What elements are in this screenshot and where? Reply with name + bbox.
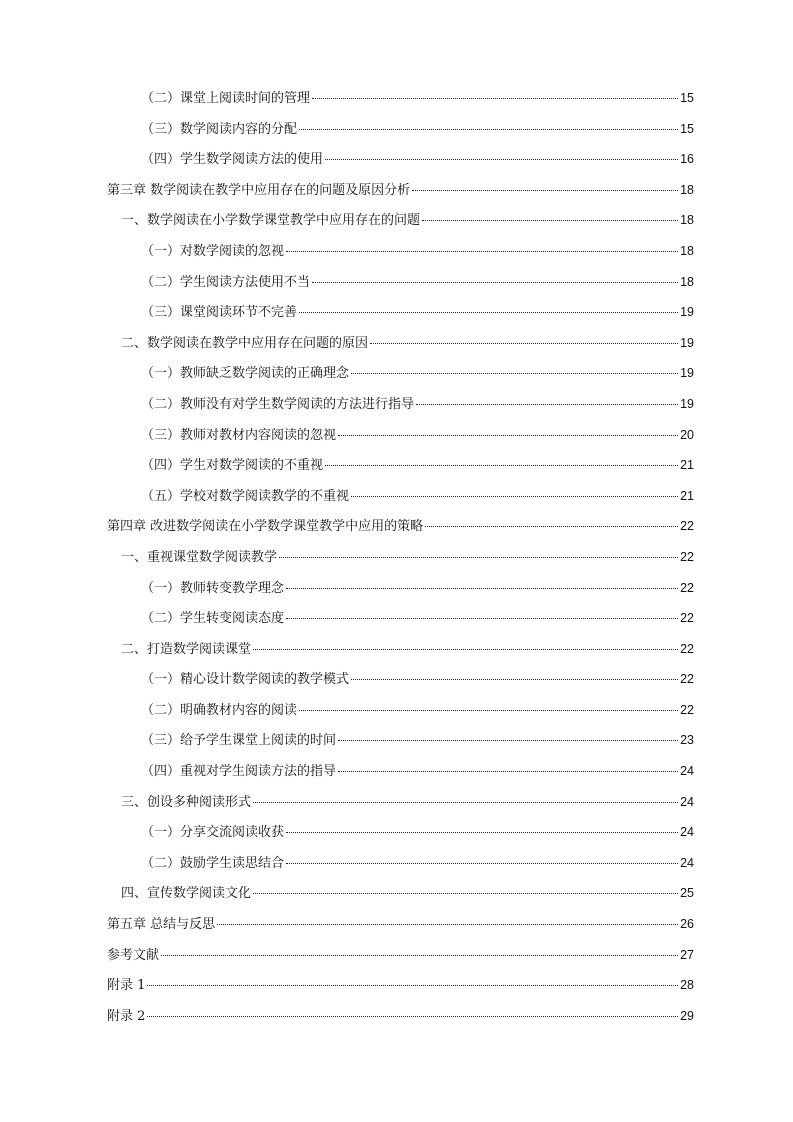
toc-dot-leader [338, 740, 678, 741]
toc-entry[interactable] [107, 637, 694, 668]
toc-entry[interactable] [107, 759, 694, 790]
toc-entry-page-number: 20 [680, 427, 694, 442]
toc-entry-title: 一、数学阅读在小学数学课堂教学中应用存在的问题 [121, 213, 421, 229]
toc-entry[interactable] [107, 698, 694, 729]
toc-entry-page-number: 22 [680, 672, 694, 687]
table-of-contents [107, 86, 694, 1034]
toc-dot-leader [299, 129, 678, 130]
toc-dot-leader [286, 863, 678, 864]
toc-entry[interactable] [107, 270, 694, 301]
toc-entry[interactable] [107, 423, 694, 454]
toc-dot-leader [338, 435, 678, 436]
toc-entry-page-number: 22 [680, 580, 694, 595]
toc-entry-title: （二）学生转变阅读态度 [141, 611, 285, 627]
toc-entry[interactable] [107, 851, 694, 882]
toc-entry-page-number: 28 [680, 978, 694, 993]
toc-entry-title: （二）鼓励学生读思结合 [141, 855, 285, 871]
toc-entry-page-number: 29 [680, 1008, 694, 1023]
toc-dot-leader [412, 190, 678, 191]
toc-dot-leader [253, 649, 678, 650]
toc-dot-leader [416, 404, 678, 405]
toc-entry-page-number: 22 [680, 549, 694, 564]
toc-entry-title: （二）课堂上阅读时间的管理 [141, 91, 311, 106]
toc-entry-title: （一）对数学阅读的忽视 [141, 243, 285, 259]
toc-entry-page-number: 22 [680, 641, 694, 656]
toc-entry-title: 参考文献 [107, 947, 160, 963]
toc-entry-page-number: 24 [680, 764, 694, 779]
toc-entry[interactable] [107, 881, 694, 912]
toc-dot-leader [351, 679, 678, 680]
toc-entry-page-number: 19 [680, 305, 694, 320]
toc-entry-page-number: 22 [680, 702, 694, 717]
toc-entry-page-number: 21 [680, 488, 694, 503]
toc-dot-leader [253, 802, 678, 803]
toc-dot-leader [147, 985, 678, 986]
toc-dot-leader [325, 159, 678, 160]
toc-entry-page-number: 19 [680, 366, 694, 381]
toc-entry-page-number: 27 [680, 947, 694, 962]
toc-entry-title: （三）给予学生课堂上阅读的时间 [141, 733, 337, 749]
toc-dot-leader [217, 924, 678, 925]
toc-dot-leader [325, 465, 678, 466]
toc-dot-leader [161, 955, 678, 956]
toc-entry[interactable] [107, 239, 694, 270]
toc-dot-leader [286, 251, 678, 252]
toc-entry-title: 附录 1 [107, 978, 146, 994]
toc-entry[interactable] [107, 484, 694, 515]
toc-entry-page-number: 15 [680, 121, 694, 136]
toc-entry-title: 第四章 改进数学阅读在小学数学课堂教学中应用的策略 [107, 519, 424, 535]
toc-entry[interactable] [107, 912, 694, 943]
toc-dot-leader [147, 1016, 678, 1017]
toc-entry[interactable] [107, 943, 694, 974]
toc-entry-title: 三、创设多种阅读形式 [121, 794, 252, 810]
toc-entry-page-number: 26 [680, 917, 694, 932]
toc-entry[interactable] [107, 178, 694, 209]
toc-entry[interactable] [107, 728, 694, 759]
toc-entry[interactable] [107, 1004, 694, 1035]
toc-entry-page-number: 24 [680, 825, 694, 840]
toc-dot-leader [370, 343, 678, 344]
toc-entry[interactable] [107, 392, 694, 423]
toc-entry-title: （三）数学阅读内容的分配 [141, 121, 298, 137]
toc-entry-title: 二、打造数学阅读课堂 [121, 641, 252, 657]
toc-entry[interactable] [107, 453, 694, 484]
toc-entry-page-number: 15 [680, 91, 694, 105]
toc-entry[interactable] [107, 208, 694, 239]
toc-dot-leader [286, 618, 678, 619]
toc-entry-page-number: 24 [680, 855, 694, 870]
toc-entry-page-number: 24 [680, 794, 694, 809]
toc-dot-leader [299, 710, 678, 711]
toc-entry-title: （三）教师对教材内容阅读的忽视 [141, 427, 337, 443]
toc-entry-page-number: 22 [680, 611, 694, 626]
toc-dot-leader [299, 312, 678, 313]
toc-entry-title: （一）分享交流阅读收获 [141, 825, 285, 841]
toc-entry[interactable] [107, 514, 694, 545]
toc-entry-title: （一）教师转变教学理念 [141, 580, 285, 596]
toc-entry-title: 附录 2 [107, 1008, 146, 1024]
toc-entry-page-number: 23 [680, 733, 694, 748]
toc-entry-page-number: 19 [680, 335, 694, 350]
toc-dot-leader [286, 832, 678, 833]
toc-entry-page-number: 25 [680, 886, 694, 901]
toc-entry-title: （一）教师缺乏数学阅读的正确理念 [141, 366, 350, 382]
toc-dot-leader [351, 496, 678, 497]
toc-entry-page-number: 21 [680, 458, 694, 473]
toc-entry-title: （四）学生对数学阅读的不重视 [141, 458, 324, 474]
toc-entry-page-number: 18 [680, 213, 694, 228]
toc-entry-title: 一、重视课堂数学阅读教学 [121, 549, 278, 565]
toc-entry-title: （三）课堂阅读环节不完善 [141, 305, 298, 321]
toc-entry-title: 第三章 数学阅读在教学中应用存在的问题及原因分析 [107, 182, 411, 198]
toc-entry-title: （一）精心设计数学阅读的教学模式 [141, 672, 350, 688]
toc-entry[interactable] [107, 117, 694, 148]
toc-entry-page-number: 18 [680, 182, 694, 197]
toc-entry[interactable] [107, 361, 694, 392]
toc-entry-title: 第五章 总结与反思 [107, 917, 216, 933]
toc-entry-title: 四、宣传数学阅读文化 [121, 886, 252, 902]
toc-entry-title: （四）学生数学阅读方法的使用 [141, 152, 324, 168]
toc-entry[interactable] [107, 667, 694, 698]
toc-dot-leader [338, 771, 678, 772]
toc-dot-leader [425, 526, 678, 527]
toc-entry-title: （二）教师没有对学生数学阅读的方法进行指导 [141, 396, 415, 412]
toc-entry-title: （二）明确教材内容的阅读 [141, 702, 298, 718]
toc-entry-title: （四）重视对学生阅读方法的指导 [141, 764, 337, 780]
toc-entry[interactable] [107, 606, 694, 637]
toc-entry[interactable] [107, 973, 694, 1004]
toc-entry[interactable] [107, 300, 694, 331]
toc-dot-leader [312, 282, 678, 283]
toc-entry-page-number: 16 [680, 152, 694, 167]
toc-dot-leader [279, 557, 678, 558]
toc-entry[interactable] [107, 147, 694, 178]
toc-entry[interactable] [107, 545, 694, 576]
toc-dot-leader [422, 220, 678, 221]
toc-entry-page-number: 18 [680, 274, 694, 289]
toc-entry[interactable] [107, 820, 694, 851]
toc-entry-title: （五）学校对数学阅读教学的不重视 [141, 488, 350, 504]
toc-dot-leader [312, 98, 678, 99]
toc-entry-page-number: 18 [680, 243, 694, 258]
toc-entry-page-number: 19 [680, 396, 694, 411]
toc-entry[interactable] [107, 86, 694, 117]
toc-entry-page-number: 22 [680, 519, 694, 534]
toc-dot-leader [253, 893, 678, 894]
toc-entry-title: （二）学生阅读方法使用不当 [141, 274, 311, 290]
toc-dot-leader [351, 373, 678, 374]
toc-entry[interactable] [107, 331, 694, 362]
toc-dot-leader [286, 588, 678, 589]
toc-entry[interactable] [107, 790, 694, 821]
toc-entry-title: 二、数学阅读在教学中应用存在问题的原因 [121, 335, 369, 351]
toc-entry[interactable] [107, 576, 694, 607]
